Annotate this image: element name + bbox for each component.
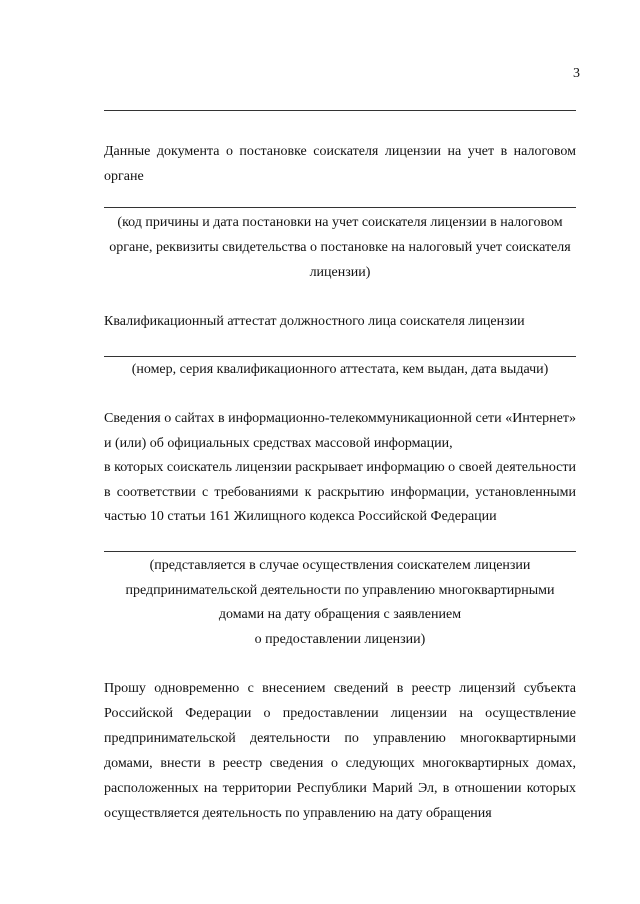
websites-heading-line: в соответствии с требованиями к раскрытию информации, установленными <box>104 484 576 500</box>
websites-note-line: (представляется в случае осуществления соискателем лицензии <box>149 558 531 573</box>
tax-registration-heading <box>104 139 576 189</box>
qualification-heading-line: Квалификационный аттестат должностного лица соискателя лицензии <box>104 314 525 329</box>
tax-registration-note <box>104 210 576 285</box>
websites-heading-line: в которых соискатель лицензии раскрывает информацию о своей деятельности <box>104 460 576 475</box>
request-line: Прошу одновременно с внесением сведений в реестр лицензий субъекта <box>104 681 576 696</box>
page-number: 3 <box>573 66 580 81</box>
tax-registration-note-line: органе, реквизиты свидетельства о постановке на налоговый учет соискателя <box>109 240 571 255</box>
websites-heading <box>104 407 576 530</box>
request-line: осуществляется деятельность по управлению на дату обращения <box>104 806 492 821</box>
tax-registration-note-line: (код причины и дата постановки на учет соискателя лицензии в налоговом <box>117 215 563 230</box>
qualification-blank-line <box>104 356 576 357</box>
websites-heading-line: Сведения о сайтах в информационно-телекоммуникационной сети «Интернет» <box>104 411 576 426</box>
websites-note <box>104 554 576 652</box>
qualification-heading <box>104 312 576 332</box>
qualification-note <box>104 360 576 380</box>
websites-heading-line: частью 10 статьи 161 Жилищного кодекса Российской Федерации <box>104 509 497 524</box>
websites-note-line: домами на дату обращения с заявлением <box>218 607 462 622</box>
request-line: домами, внести в реестр сведения о следующих многоквартирных домах, <box>104 756 576 771</box>
request-line: Российской Федерации о предоставлении лицензии на осуществление <box>104 706 576 721</box>
tax-registration-heading-line: Данные документа о постановке соискателя лицензии на учет в налоговом <box>104 144 576 159</box>
blank-line-top <box>104 110 576 111</box>
tax-registration-heading-line: органе <box>104 169 144 184</box>
request-line: расположенных на территории Республики Марий Эл, в отношении которых <box>104 781 576 796</box>
websites-note-line: предпринимательской деятельности по управлению многоквартирными <box>125 582 555 598</box>
websites-note-line: о предоставлении лицензии) <box>254 631 426 647</box>
qualification-note-line: (номер, серия квалификационного аттестата, кем выдан, дата выдачи) <box>131 362 549 377</box>
request-paragraph <box>104 676 576 826</box>
websites-heading-line: и (или) об официальных средствах массовой информации, <box>104 435 453 451</box>
tax-registration-note-line: лицензии) <box>309 265 371 280</box>
tax-registration-blank-line <box>104 207 576 208</box>
request-line: предпринимательской деятельности по управлению многоквартирными <box>104 731 576 746</box>
websites-blank-line <box>104 551 576 552</box>
